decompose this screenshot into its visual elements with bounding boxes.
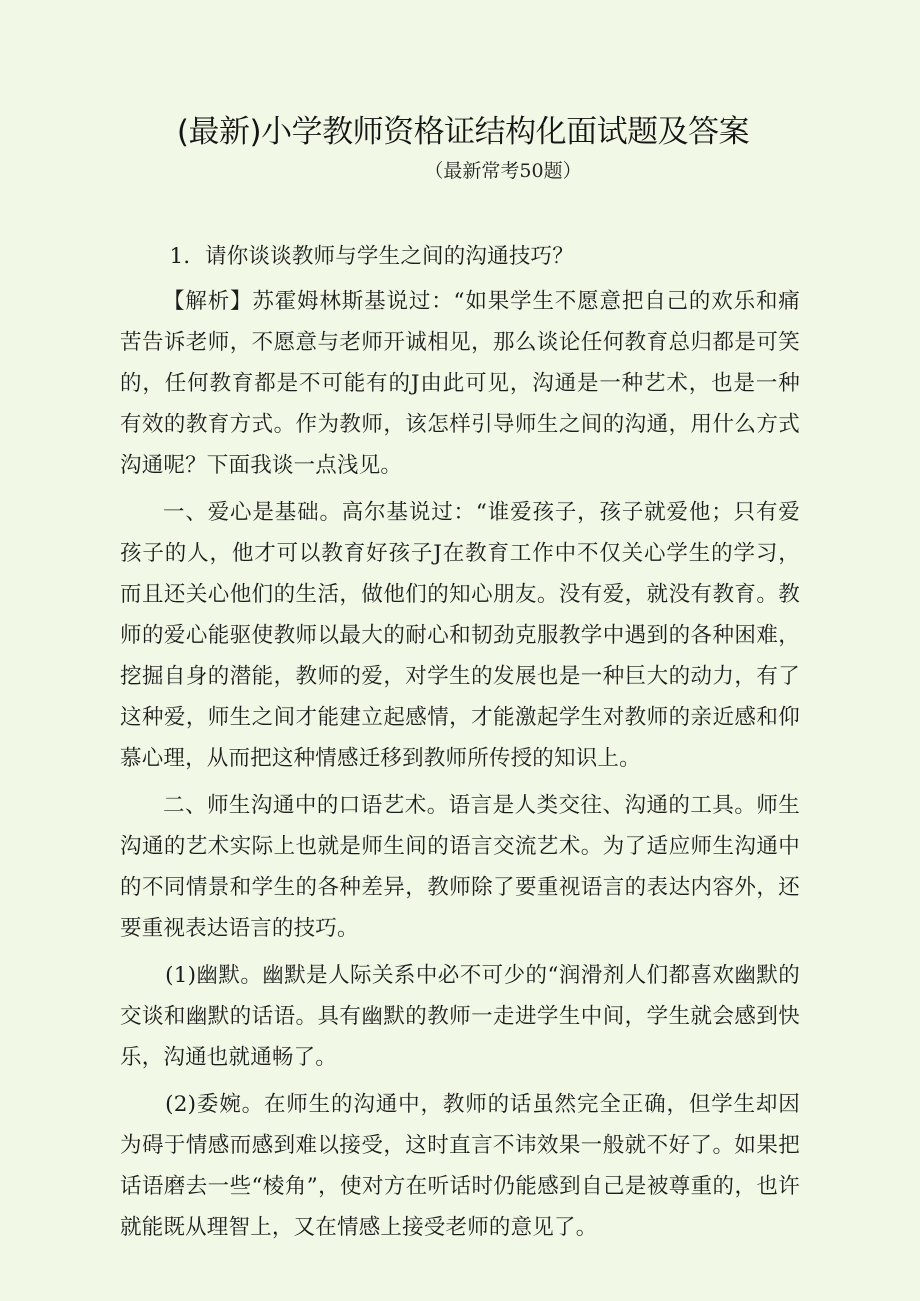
sub-point-tact: (2)委婉。在师生的沟通中，教师的话虽然完全正确，但学生却因为碍于情感而感到难以接受，这时直言不讳效果一般就不好了。如果把话语磨去一些“棱角”，使对方在听话时仍能感到自己是被尊重的，也许就能既从理智上，又在情感上接受老师的意见了。 bbox=[120, 1092, 800, 1240]
analysis-paragraph: 【解析】苏霍姆林斯基说过：“如果学生不愿意把自己的欢乐和痛苦告诉老师，不愿意与老师开诚相见，那么谈论任何教育总归都是可笑的，任何教育都是不可能有的J由此可见，沟通是一种艺术，也是一种有效的教育方式。作为教师，该怎样引导师生之间的沟通，用什么方式沟通呢？下面我谈一点浅见。 bbox=[120, 289, 800, 478]
document-body bbox=[120, 236, 800, 1254]
sub-point-humor: (1)幽默。幽默是人际关系中必不可少的“润滑剂人们都喜欢幽默的交谈和幽默的话语。具有幽默的教师一走进学生中间，学生就会感到快乐，沟通也就通畅了。 bbox=[120, 963, 800, 1070]
question-1: 1．请你谈谈教师与学生之间的沟通技巧？ bbox=[169, 244, 574, 269]
document-title: (最新)小学教师资格证结构化面试题及答案 bbox=[176, 114, 750, 150]
document-subtitle: （最新常考50题） bbox=[424, 160, 582, 182]
point-1-paragraph: 一、爱心是基础。高尔基说过：“谁爱孩子，孩子就爱他；只有爱孩子的人，他才可以教育好孩子J在教育工作中不仅关心学生的学习，而且还关心他们的生活，做他们的知心朋友。没有爱，就没有教育。教师的爱心能驱使教师以最大的耐心和韧劲克服教学中遇到的各种困难，挖掘自身的潜能，教师的爱，对学生的发展也是一种巨大的动力，有了这种爱，师生之间才能建立起感情，才能激起学生对教师的亲近感和仰慕心理，从而把这种情感迁移到教师所传授的知识上。 bbox=[120, 500, 800, 771]
point-2-paragraph: 二、师生沟通中的口语艺术。语言是人类交往、沟通的工具。师生沟通的艺术实际上也就是师生间的语言交流艺术。为了适应师生沟通中的不同情景和学生的各种差异，教师除了要重视语言的表达内容外，还要重视表达语言的技巧。 bbox=[120, 793, 800, 941]
